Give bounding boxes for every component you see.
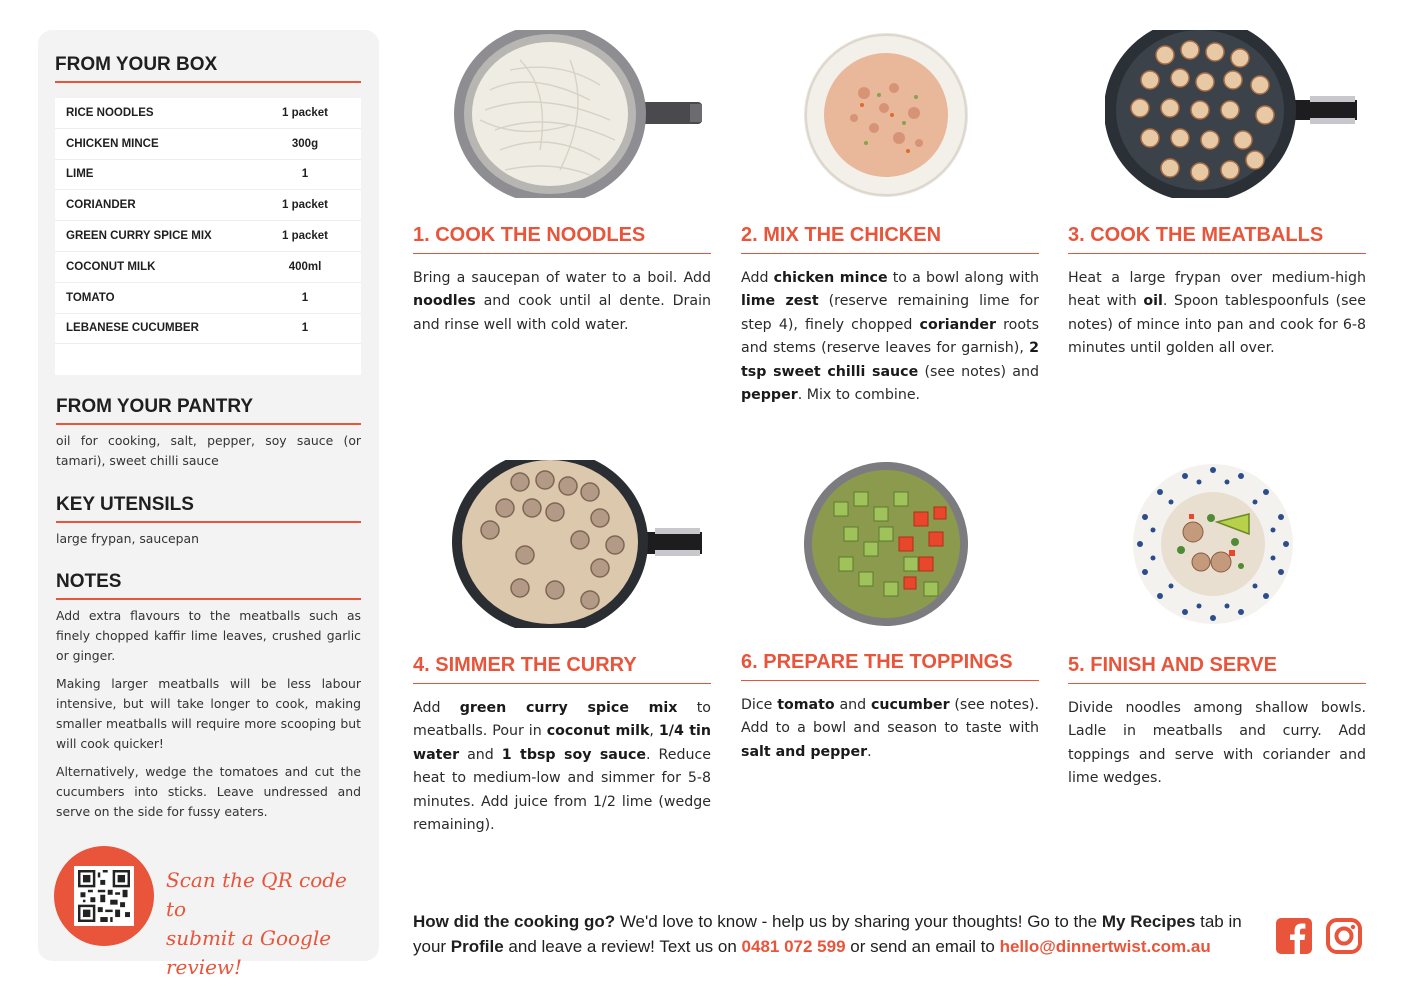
qr-code-icon[interactable] (74, 866, 134, 926)
step-5-title: 5. FINISH AND SERVE (1068, 654, 1366, 684)
ingredient-qty: 1 packet (281, 199, 329, 212)
qr-code-badge[interactable] (54, 846, 154, 946)
box-ingredients-table (55, 98, 361, 375)
note-item: Alternatively, wedge the tomatoes and cut the cucumbers into sticks. Leave undressed and serve on the side for fussy eaters. (56, 764, 361, 819)
step-3-title: 3. COOK THE MEATBALLS (1068, 224, 1366, 254)
qr-review-caption (166, 866, 366, 982)
footer-text: tab in your (413, 912, 1242, 956)
ingredient-name: LEBANESE CUCUMBER (66, 322, 199, 335)
facebook-icon[interactable] (1276, 918, 1312, 954)
from-your-box-heading: FROM YOUR BOX (55, 54, 361, 83)
ingredient-name: GREEN CURRY SPICE MIX (66, 230, 212, 243)
table-row (55, 129, 361, 160)
table-row (55, 190, 361, 221)
qr-caption-line: Scan the QR code to (166, 868, 347, 921)
footer-text: or send an email to (845, 937, 1000, 956)
from-your-pantry-heading: FROM YOUR PANTRY (56, 396, 361, 425)
ingredient-name: TOMATO (66, 291, 115, 304)
step-1-photo (450, 30, 705, 198)
step-6-title: 6. PREPARE THE TOPPINGS (741, 651, 1039, 681)
note-item: Making larger meatballs will be less labour intensive, but will take longer to cook, making smaller meatballs will require more scooping but will cook quicker! (56, 676, 361, 751)
table-row (55, 98, 361, 129)
ingredient-qty: 1 packet (281, 106, 329, 119)
step-5-text: Divide noodles among shallow bowls. Ladle in meatballs and curry. Add toppings and serve with coriander and lime wedges. (1068, 700, 1366, 787)
ingredient-name: CORIANDER (66, 199, 136, 212)
notes-heading: NOTES (56, 571, 361, 600)
ingredient-name: RICE NOODLES (66, 106, 154, 119)
ingredient-qty: 1 (301, 322, 309, 335)
phone-link[interactable]: 0481 072 599 (741, 937, 846, 956)
step-1-title: 1. COOK THE NOODLES (413, 224, 711, 254)
ingredient-qty: 1 (301, 168, 309, 181)
key-utensils-heading: KEY UTENSILS (56, 494, 361, 523)
ingredients-sidebar (38, 30, 379, 979)
qr-caption-line: submit a Google review! (166, 926, 332, 979)
ingredient-qty: 1 packet (281, 230, 329, 243)
step-4-text: Add green curry spice mix to meatballs. Pour in coconut milk, 1/4 tin water and 1 tbsp soy sauce. Reduce heat to medium-low and simmer for 5-8 minutes. Add juice from 1/2 lime (wedge remaining). (413, 700, 711, 834)
footer-text: and leave a review! Text us on (503, 937, 742, 956)
table-row (55, 160, 361, 191)
step-6-photo (804, 462, 968, 626)
step-3-text: Heat a large frypan over medium-high heat with oil. Spoon tablespoonfuls (see notes) of mince into pan and cook for 6-8 minutes until golden all over. (1068, 270, 1366, 357)
feedback-footer (413, 909, 1263, 959)
step-6-text: Dice tomato and cucumber (see notes). Add to a bowl and season to taste with salt and pepper. (741, 697, 1040, 760)
step-1-text: Bring a saucepan of water to a boil. Add noodles and cook until al dente. Drain and rinse well with cold water. (413, 270, 711, 333)
utensils-text: large frypan, saucepan (56, 531, 199, 546)
email-link[interactable]: hello@dinnertwist.com.au (999, 937, 1211, 956)
step-2-text: Add chicken mince to a bowl along with lime zest (reserve remaining lime for step 4), finely chopped coriander roots and stems (reserve leaves for garnish), 2 tsp sweet chilli sauce (see notes) and pepper. Mix to combine. (741, 270, 1039, 404)
ingredient-qty: 1 (301, 291, 309, 304)
pantry-text: oil for cooking, salt, pepper, soy sauce (or tamari), sweet chilli sauce (56, 433, 361, 468)
step-4-title: 4. SIMMER THE CURRY (413, 654, 711, 684)
table-row (55, 252, 361, 283)
step-2-title: 2. MIX THE CHICKEN (741, 224, 1039, 254)
instagram-icon[interactable] (1326, 918, 1362, 954)
step-2-photo (804, 33, 968, 197)
step-5-photo (1131, 462, 1295, 626)
ingredient-qty: 300g (291, 137, 319, 150)
footer-text: We'd love to know - help us by sharing your thoughts! Go to the (615, 912, 1102, 931)
footer-question: How did the cooking go? (413, 912, 616, 931)
table-row (55, 314, 361, 345)
ingredient-name: LIME (66, 168, 94, 181)
table-row (55, 283, 361, 314)
step-3-photo (1105, 30, 1360, 198)
profile-link[interactable]: Profile (450, 937, 504, 956)
ingredient-name: CHICKEN MINCE (66, 137, 159, 150)
table-row (55, 221, 361, 252)
my-recipes-link[interactable]: My Recipes (1101, 912, 1196, 931)
ingredient-qty: 400ml (288, 260, 322, 273)
step-4-photo (450, 460, 705, 628)
notes-list (56, 606, 361, 830)
ingredient-name: COCONUT MILK (66, 260, 156, 273)
note-item: Add extra flavours to the meatballs such as finely chopped kaffir lime leaves, crushed garlic or ginger. (56, 608, 361, 663)
